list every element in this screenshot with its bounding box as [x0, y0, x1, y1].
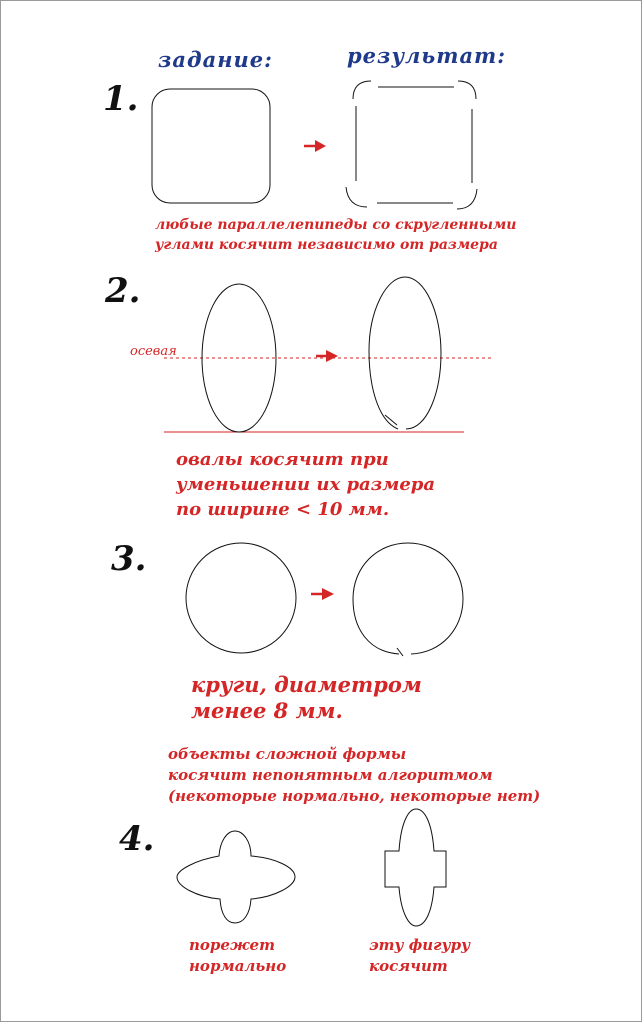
caption-line: косячит: [369, 957, 448, 975]
caption-line: любые параллелепипеды со скругленными: [155, 217, 517, 233]
arrow-2: [316, 350, 338, 362]
caption-line: овалы косячит при: [176, 449, 389, 470]
rounded-square-result: [346, 81, 477, 209]
notched-oval-shape: [385, 809, 446, 926]
intro-line: (некоторые нормально, некоторые нет): [168, 787, 541, 805]
arrow-3: [311, 588, 334, 600]
circle-result: [353, 543, 463, 656]
rounded-square-task: [152, 89, 270, 203]
caption-line: нормально: [189, 957, 287, 975]
caption-line: порежет: [189, 936, 275, 954]
header-result: результат:: [347, 43, 507, 68]
intro-line: объекты сложной формы: [168, 745, 407, 763]
intro-line: косячит непонятным алгоритмом: [168, 766, 493, 784]
section-number-2: 2.: [105, 271, 141, 311]
oval-result: [369, 277, 441, 429]
caption-line: круги, диаметром: [191, 672, 422, 697]
axis-label: осевая: [130, 344, 177, 359]
caption-line: по ширине < 10 мм.: [176, 499, 390, 520]
four-petal-shape: [177, 831, 295, 923]
caption-line: эту фигуру: [369, 936, 471, 954]
caption-line: углами косячит независимо от размера: [155, 237, 498, 253]
section-number-1: 1.: [103, 79, 139, 119]
circle-task: [186, 543, 296, 653]
header-task: задание:: [158, 47, 273, 72]
caption-line: менее 8 мм.: [191, 698, 343, 723]
caption-line: уменьшении их размера: [176, 474, 436, 495]
section-number-3: 3.: [111, 539, 147, 579]
arrow-1: [304, 140, 326, 152]
figures-canvas: [1, 1, 641, 1021]
section-number-4: 4.: [119, 819, 155, 859]
